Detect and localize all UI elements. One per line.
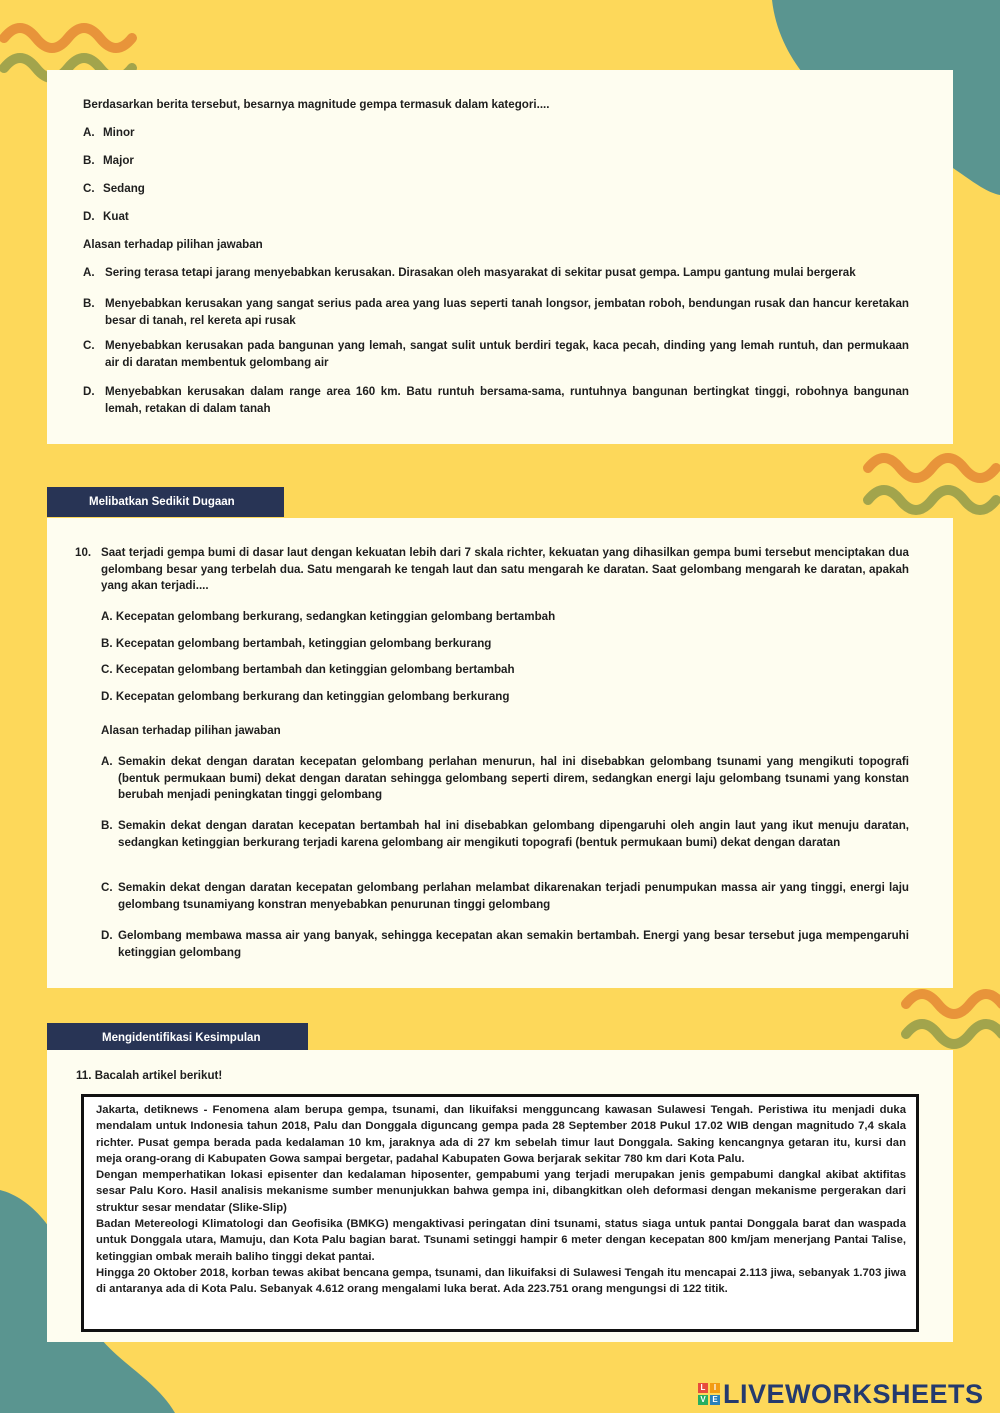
- question-9-option-a[interactable]: [83, 125, 135, 142]
- option-letter: B.: [83, 154, 95, 167]
- question-9-option-c[interactable]: [83, 181, 145, 198]
- logo-block-v: V: [698, 1395, 708, 1405]
- article-paragraph-3: Badan Metereologi Klimatologi dan Geofisika (BMKG) mengaktivasi peringatan dini tsunami, status siaga untuk pantai Donggala barat dan waspada untuk Donggala utara, Mamuju, dan Kota Palu bagian barat. Tsunami setinggi hampir 6 meter dengan kecepatan 800 km/jam menerjang Pantai Talise, ketinggian ombak meraih baliho tinggi dekat pantai.: [96, 1218, 906, 1263]
- question-number: 10.: [75, 546, 92, 559]
- reason-text: Gelombang membawa massa air yang banyak, sehingga kecepatan akan semakin bertambah. Energi yang besar tersebut juga mempengaruhi ketinggian gelombang: [118, 929, 909, 959]
- question-9-card: [47, 70, 953, 444]
- reason-text: Semakin dekat dengan daratan kecepatan bertambah hal ini disebabkan gelombang dipengaruhi oleh angin laut yang ikut menuju daratan, sedangkan ketinggian berkurang terjadi karena gelombang air mengikuti topografi (bentuk permukaan bumi) dekat dengan daratan: [118, 819, 909, 849]
- question-9-option-d[interactable]: [83, 209, 129, 226]
- option-letter: C.: [83, 182, 95, 195]
- wave-right-middle: [862, 440, 1000, 518]
- reason-text: Sering terasa tetapi jarang menyebabkan kerusakan. Dirasakan oleh masyarakat di sekitar pusat gempa. Lampu gantung mulai bergerak: [105, 266, 856, 279]
- question-10-reason-a[interactable]: [101, 754, 909, 804]
- reason-text: Menyebabkan kerusakan yang sangat serius pada area yang luas seperti tanah longsor, jembatan roboh, bendungan rusak dan hancur keretakan besar di tanah, rel kereta api rusak: [105, 297, 909, 327]
- question-9-reason-heading: Alasan terhadap pilihan jawaban: [83, 238, 263, 251]
- question-10-option-b[interactable]: B. Kecepatan gelombang bertambah, ketinggian gelombang berkurang: [101, 637, 492, 650]
- question-10-reason-b[interactable]: [101, 818, 909, 851]
- reason-letter: A.: [101, 755, 113, 768]
- article-paragraph-1: Jakarta, detiknews - Fenomena alam berupa gempa, tsunami, dan likuifaksi mengguncang kawasan Sulawesi Tengah. Peristiwa itu menjadi duka mendalam untuk Indonesia tahun 2018, Palu dan Donggala diguncang gempa pada 28 September 2018 Pukul 17.02 WIB dengan magnitudo 7,4 skala richter. Pusat gempa berada pada kedalaman 10 km, jaraknya ada di 27 km sebelah timur laut Donggala. Saking kencangnya getaran itu, kursi dan meja orang-orang di Kabupaten Gowa sampai bergetar, padahal Kabupaten Gowa berjarak sekitar 780 km dari Kota Palu.: [96, 1104, 906, 1165]
- section-tag-label: Melibatkan Sedikit Dugaan: [89, 496, 235, 508]
- option-text: Sedang: [103, 182, 145, 195]
- reason-letter: B.: [101, 819, 113, 832]
- reason-letter: D.: [83, 385, 95, 398]
- question-10-text: [75, 545, 909, 595]
- reason-letter: B.: [83, 297, 95, 310]
- wave-right-lower: [900, 978, 1000, 1050]
- reason-letter: C.: [83, 339, 95, 352]
- section-tag-label: Mengidentifikasi Kesimpulan: [102, 1032, 261, 1044]
- question-11-card: [47, 1050, 953, 1342]
- logo-block-i: I: [710, 1383, 720, 1393]
- logo-block-e: E: [710, 1395, 720, 1405]
- reason-text: Menyebabkan kerusakan dalam range area 160 km. Batu runtuh bersama-sama, runtuhnya bangunan bertingkat tinggi, robohnya bangunan lemah, retakan di dalam tanah: [105, 385, 909, 415]
- article-paragraph-2: Dengan memperhatikan lokasi episenter dan kedalaman hiposenter, gempabumi yang terjadi merupakan jenis gempabumi dangkal akibat aktifitas sesar Palu Koro. Hasil analisis mekanisme sumber menunjukkan bahwa gempa ini, dibangkitkan oleh deformasi dengan mekanisme pergerakan dari struktur sesar mendatar (Slike-Slip): [96, 1169, 906, 1214]
- question-10-option-d[interactable]: D. Kecepatan gelombang berkurang dan ketinggian gelombang berkurang: [101, 690, 510, 703]
- reason-text: Menyebabkan kerusakan pada bangunan yang lemah, sangat sulit untuk berdiri tegak, kaca pecah, dinding yang lemah runtuh, dan permukaan air di daratan membentuk gelombang air: [105, 339, 909, 369]
- reason-text: Semakin dekat dengan daratan kecepatan gelombang perlahan melambat dikarenakan terjadi penumpukan massa air yang tinggi, energi laju gelombang tsunamiyang konstran menyebabkan penurunan tinggi gelombang: [118, 881, 909, 911]
- question-9-text: Berdasarkan berita tersebut, besarnya magnitude gempa termasuk dalam kategori....: [83, 98, 550, 111]
- option-letter: D.: [83, 210, 95, 223]
- question-10-reason-d[interactable]: [101, 928, 909, 961]
- question-9-reason-a[interactable]: [83, 265, 909, 282]
- article-paragraph-4: Hingga 20 Oktober 2018, korban tewas akibat bencana gempa, tsunami, dan likuifaksi di Sulawesi Tengah itu mencapai 2.113 jiwa, sebanyak 1.703 jiwa di antaranya ada di Kota Palu. Sebanyak 4.612 orang mengalami luka berat. Ada 223.751 orang mengungsi di 122 titik.: [96, 1266, 906, 1296]
- question-10-option-a[interactable]: A. Kecepatan gelombang berkurang, sedangkan ketinggian gelombang bertambah: [101, 610, 556, 623]
- option-text: Major: [103, 154, 134, 167]
- question-10-option-c[interactable]: C. Kecepatan gelombang bertambah dan ketinggian gelombang bertambah: [101, 663, 515, 676]
- question-body: Saat terjadi gempa bumi di dasar laut dengan kekuatan lebih dari 7 skala richter, kekuatan yang dihasilkan gempa bumi tersebut menciptakan dua gelombang besar yang terbelah dua. Satu mengarah ke tengah laut dan satu mengarah ke daratan. Saat gelombang mengarah ke daratan, apakah yang akan terjadi....: [101, 546, 909, 592]
- logo-blocks: [698, 1383, 720, 1405]
- reason-text: Semakin dekat dengan daratan kecepatan gelombang perlahan menurun, hal ini disebabkan gelombang tsunami yang mengikuti topografi (bentuk permukaan bumi) dekat dengan daratan sehingga gelombang seperti direm, sedangkan energi laju gelombang tsunami yang konstan berubah menjadi peningkatan tinggi gelombang: [118, 755, 909, 801]
- question-10-reason-heading: Alasan terhadap pilihan jawaban: [101, 724, 281, 737]
- section-tag-melibatkan-sedikit-dugaan: [47, 487, 284, 517]
- question-9-reason-d[interactable]: [83, 384, 909, 417]
- option-text: Minor: [103, 126, 135, 139]
- reason-letter: A.: [83, 266, 95, 279]
- logo-block-l: L: [698, 1383, 708, 1393]
- logo-wordmark: LIVEWORKSHEETS: [723, 1378, 984, 1409]
- question-10-reason-c[interactable]: [101, 880, 909, 913]
- question-9-reason-c[interactable]: [83, 338, 909, 371]
- question-11-prompt: 11. Bacalah artikel berikut!: [76, 1069, 223, 1082]
- liveworksheets-logo: [698, 1377, 984, 1411]
- article-box: [81, 1094, 919, 1332]
- section-tag-mengidentifikasi-kesimpulan: [47, 1023, 308, 1053]
- reason-letter: C.: [101, 881, 113, 894]
- reason-letter: D.: [101, 929, 113, 942]
- question-9-option-b[interactable]: [83, 153, 134, 170]
- question-9-reason-b[interactable]: [83, 296, 909, 329]
- question-10-card: [47, 518, 953, 988]
- option-letter: A.: [83, 126, 95, 139]
- option-text: Kuat: [103, 210, 129, 223]
